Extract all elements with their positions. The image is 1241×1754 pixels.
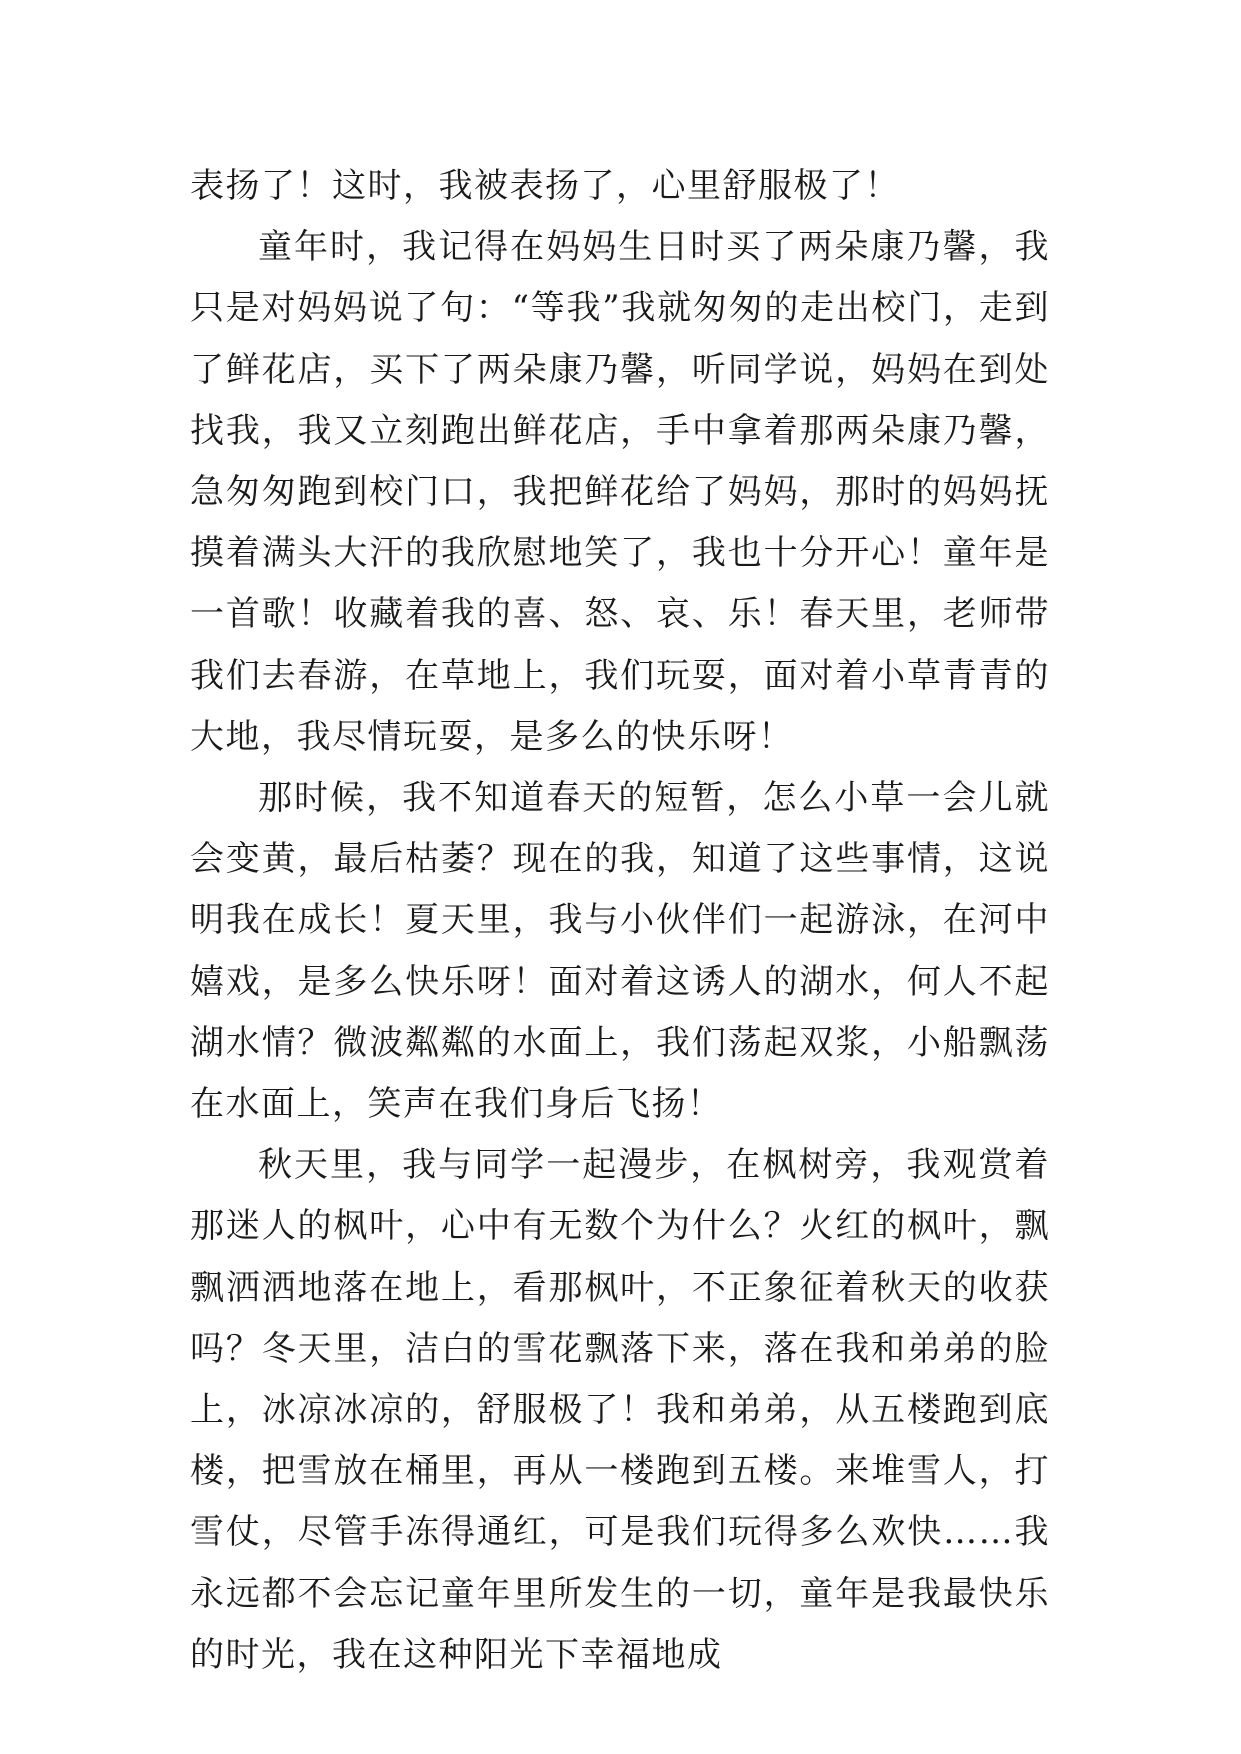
paragraph: 表扬了！这时，我被表扬了，心里舒服极了！ (190, 166, 900, 206)
paragraph: 那时候，我不知道春天的短暂，怎么小草一会儿就会变黄，最后枯萎？现在的我，知道了这些事情，这说明我在成长！夏天里，我与小伙伴们一起游泳，在河中嬉戏，是多么快乐呀！面对着这诱人的湖水，何人不起湖水情？微波粼粼的水面上，我们荡起双浆，小船飘荡在水面上，笑声在我们身后飞扬！ (190, 778, 1050, 1125)
paragraph: 秋天里，我与同学一起漫步，在枫树旁，我观赏着那迷人的枫叶，心中有无数个为什么？火红的枫叶，飘飘洒洒地落在地上，看那枫叶，不正象征着秋天的收获吗？冬天里，洁白的雪花飘落下来，落在我和弟弟的脸上，冰凉冰凉的，舒服极了！我和弟弟，从五楼跑到底楼，把雪放在桶里，再从一楼跑到五楼。来堆雪人，打雪仗，尽管手冻得通红，可是我们玩得多么欢快……我永远都不会忘记童年里所发生的一切，童年是我最快乐的时光，我在这种阳光下幸福地成 (190, 1145, 1050, 1675)
paragraph: 童年时，我记得在妈妈生日时买了两朵康乃馨，我只是对妈妈说了句：“等我”我就匆匆的走出校门，走到了鲜花店，买下了两朵康乃馨，听同学说，妈妈在到处找我，我又立刻跑出鲜花店，手中拿着那两朵康乃馨，急匆匆跑到校门口，我把鲜花给了妈妈，那时的妈妈抚摸着满头大汗的我欣慰地笑了，我也十分开心！童年是一首歌！收藏着我的喜、怒、哀、乐！春天里，老师带我们去春游，在草地上，我们玩耍，面对着小草青青的大地，我尽情玩耍，是多么的快乐呀！ (190, 227, 1050, 757)
body-text (190, 156, 1050, 1686)
